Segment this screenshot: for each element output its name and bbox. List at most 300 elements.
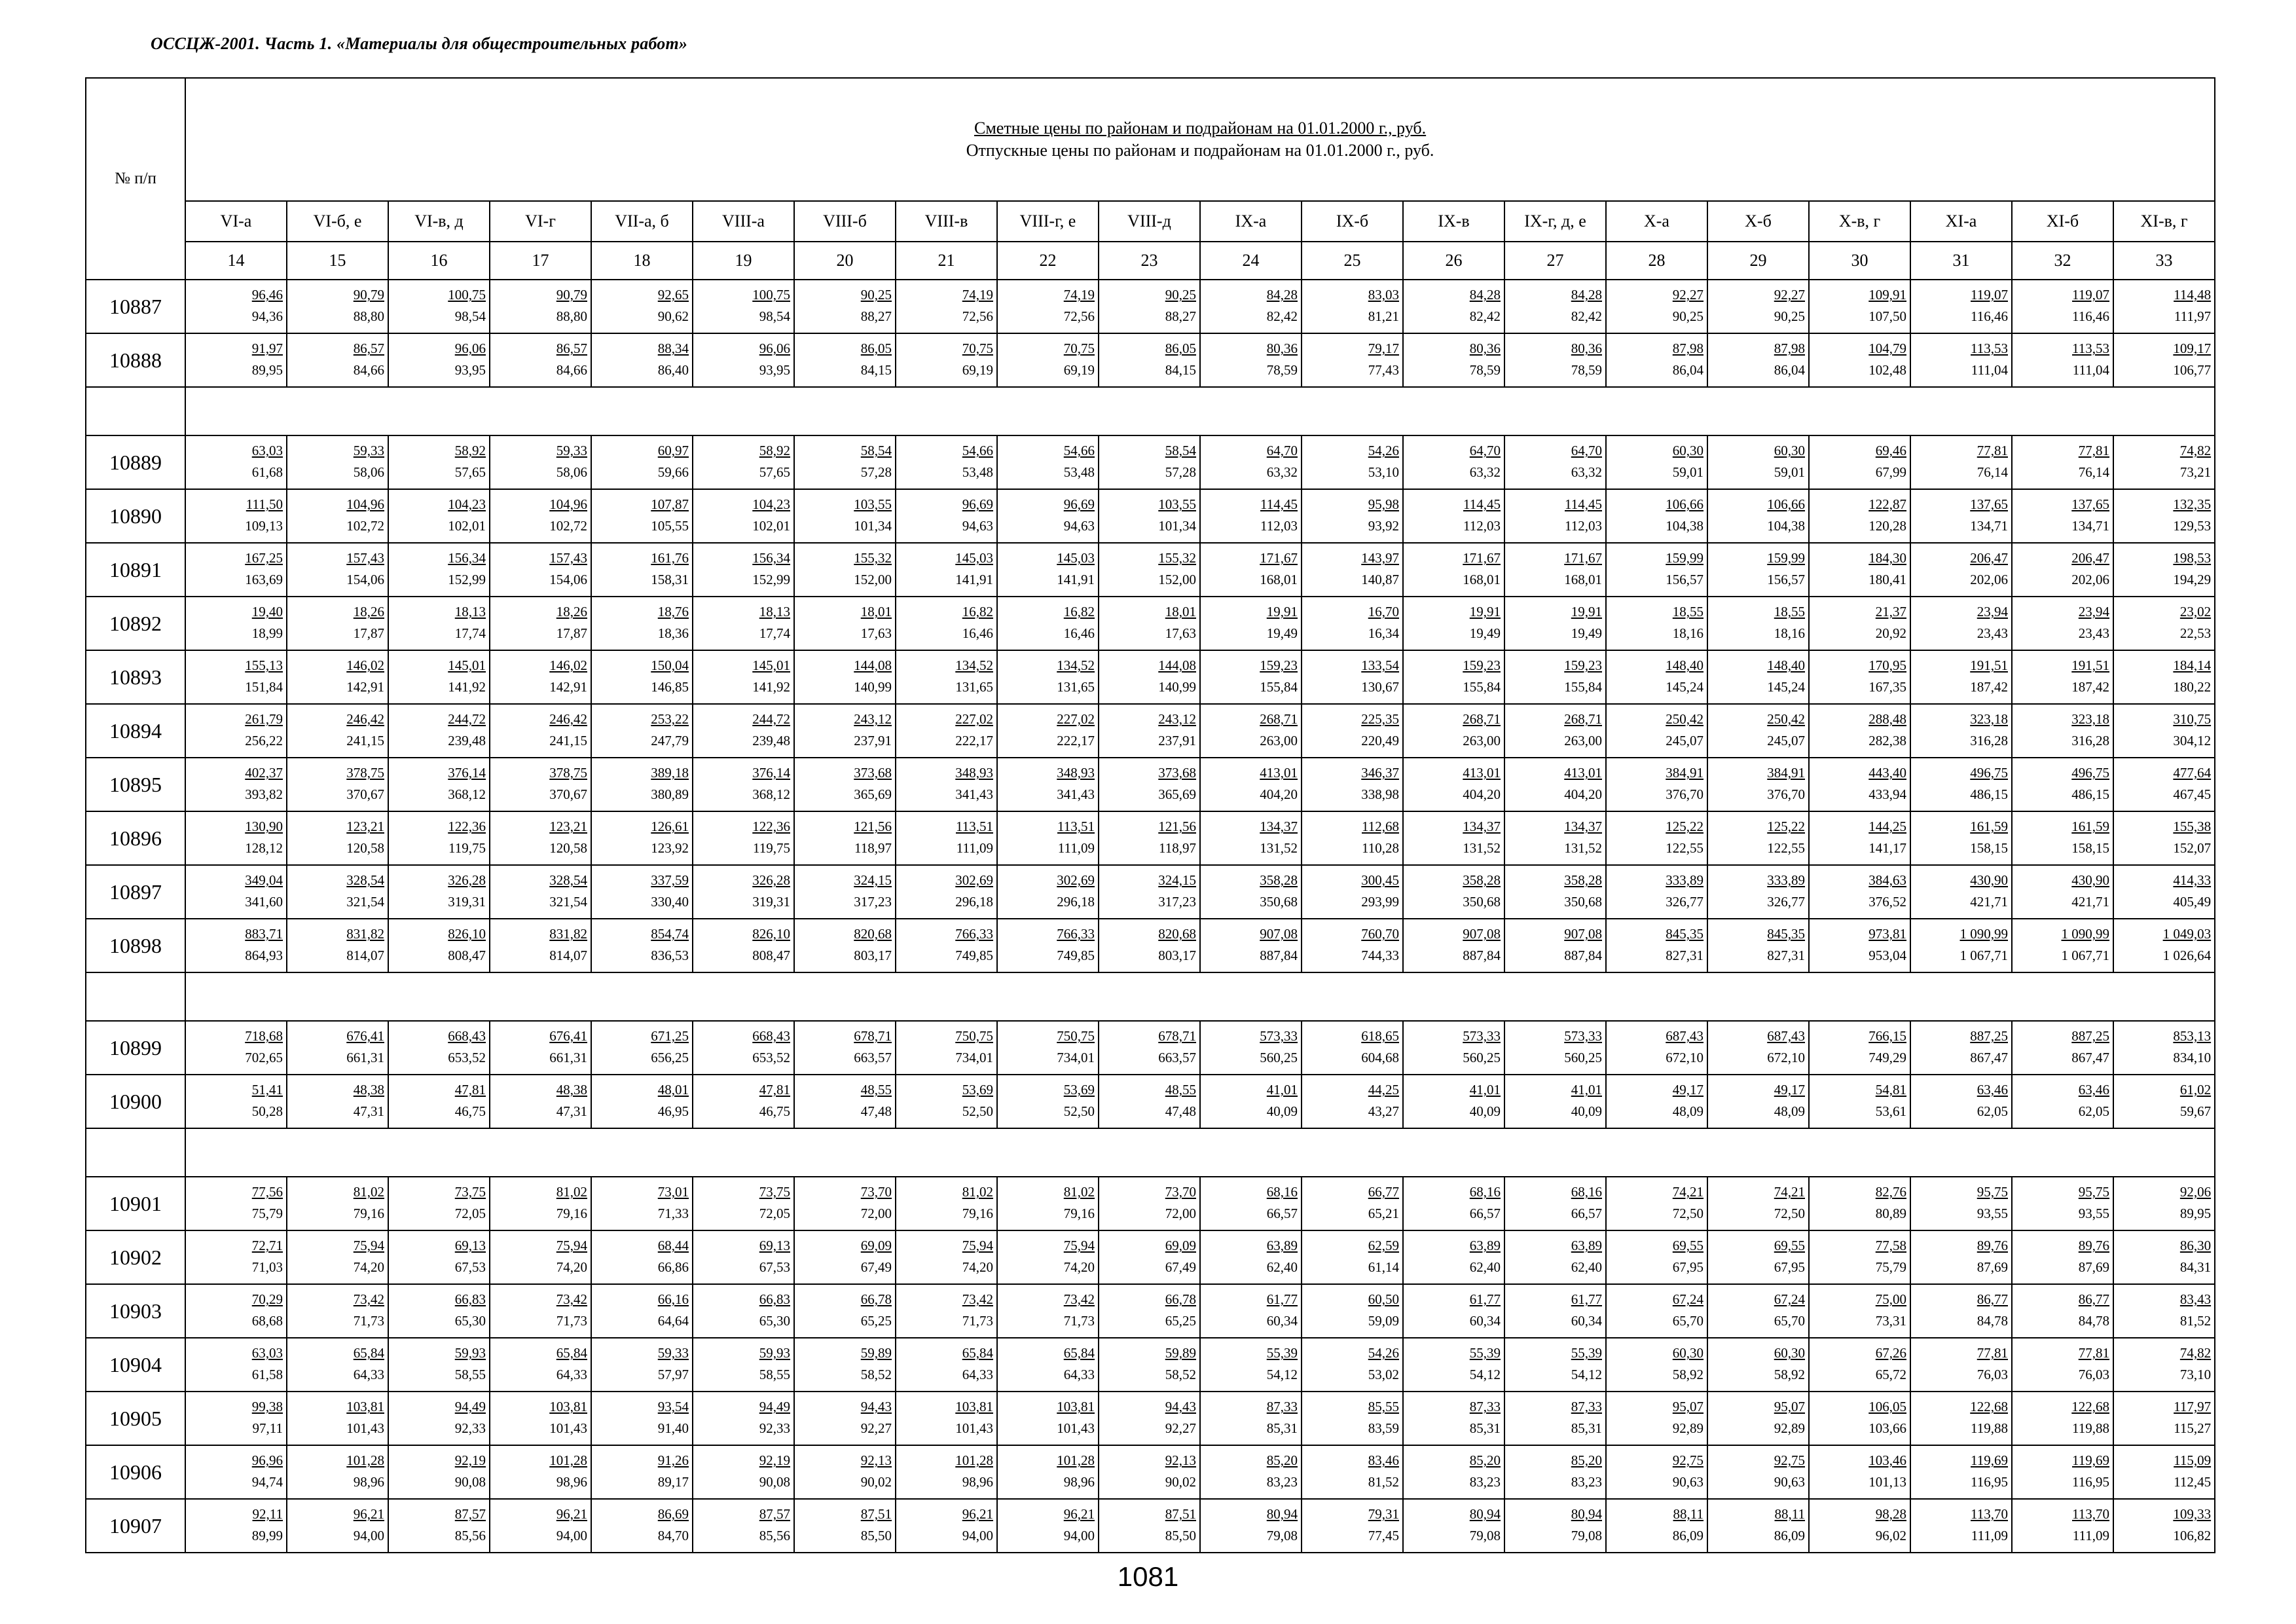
release-price: 102,01 <box>448 518 486 534</box>
price-cell <box>185 1392 287 1445</box>
estimated-price: 59,93 <box>454 1345 486 1361</box>
estimated-price: 86,69 <box>657 1506 689 1522</box>
estimated-price: 831,82 <box>346 926 384 942</box>
release-price: 102,48 <box>1868 362 1906 378</box>
estimated-price: 323,18 <box>2071 711 2109 727</box>
price-cell <box>1403 1284 1504 1338</box>
price-cell <box>794 543 896 597</box>
estimated-price: 90,25 <box>860 287 892 303</box>
price-cell <box>1606 435 1707 489</box>
release-price: 155,84 <box>1260 679 1298 695</box>
release-price: 330,40 <box>651 894 689 910</box>
release-price: 59,01 <box>1774 464 1805 480</box>
release-price: 187,42 <box>2071 679 2109 695</box>
release-price: 71,03 <box>251 1259 283 1275</box>
release-price: 134,71 <box>1970 518 2008 534</box>
release-price: 115,27 <box>2174 1420 2212 1436</box>
release-price: 368,12 <box>752 786 790 802</box>
release-price: 119,88 <box>2072 1420 2109 1436</box>
price-cell <box>1606 704 1707 758</box>
estimated-price: 75,94 <box>962 1238 993 1253</box>
price-cell <box>997 704 1099 758</box>
price-cell <box>1200 650 1302 704</box>
release-price: 405,49 <box>2173 894 2212 910</box>
estimated-price: 89,76 <box>2078 1238 2109 1253</box>
price-cell <box>2012 1075 2113 1128</box>
release-price: 83,23 <box>1469 1474 1501 1490</box>
region-header-row <box>86 201 2215 242</box>
estimated-price: 671,25 <box>651 1028 689 1044</box>
price-cell <box>1707 1075 1809 1128</box>
price-cell <box>1707 1177 1809 1230</box>
estimated-price: 87,57 <box>454 1506 486 1522</box>
estimated-price: 88,34 <box>657 341 689 356</box>
release-price: 241,15 <box>346 733 384 748</box>
release-price: 116,46 <box>1971 308 2008 324</box>
price-cell <box>1504 758 1606 811</box>
release-price: 59,66 <box>657 464 689 480</box>
estimated-price: 65,84 <box>556 1345 587 1361</box>
estimated-price: 750,75 <box>955 1028 993 1044</box>
estimated-price: 77,81 <box>1977 443 2008 458</box>
price-cell <box>1606 650 1707 704</box>
estimated-price: 41,01 <box>1266 1082 1298 1098</box>
price-cell <box>490 333 591 387</box>
price-cell <box>1809 1445 1910 1499</box>
price-cell <box>2012 435 2113 489</box>
column-number: 29 <box>1707 242 1809 280</box>
region-header: VI-б, е <box>287 201 388 242</box>
region-header: X-б <box>1707 201 1809 242</box>
estimated-price: 79,31 <box>1368 1506 1399 1522</box>
release-price: 749,29 <box>1868 1050 1906 1065</box>
price-cell <box>693 1445 794 1499</box>
release-price: 111,04 <box>2072 362 2109 378</box>
estimated-price: 106,05 <box>1868 1399 1906 1414</box>
estimated-price: 63,03 <box>251 1345 283 1361</box>
price-cell <box>1606 1499 1707 1553</box>
price-cell <box>693 704 794 758</box>
price-cell <box>591 811 693 865</box>
release-price: 98,96 <box>1063 1474 1095 1490</box>
price-cell <box>591 919 693 972</box>
estimated-price: 96,21 <box>353 1506 384 1522</box>
estimated-price: 69,13 <box>759 1238 790 1253</box>
release-price: 102,72 <box>346 518 384 534</box>
estimated-price: 67,24 <box>1774 1291 1805 1307</box>
price-cell <box>1504 1392 1606 1445</box>
estimated-price: 73,75 <box>759 1184 790 1200</box>
price-cell <box>1910 704 2012 758</box>
price-cell <box>1200 1499 1302 1553</box>
estimated-price: 82,76 <box>1875 1184 1906 1200</box>
table-row <box>86 1338 2215 1392</box>
column-number: 22 <box>997 242 1099 280</box>
release-price: 661,31 <box>346 1050 384 1065</box>
estimated-price: 96,69 <box>1063 496 1095 512</box>
release-price: 116,95 <box>1971 1474 2008 1490</box>
price-cell <box>2113 1021 2215 1075</box>
row-id: 10900 <box>86 1075 185 1128</box>
price-cell <box>997 811 1099 865</box>
price-cell <box>388 865 490 919</box>
release-price: 48,09 <box>1774 1103 1805 1119</box>
release-price: 64,33 <box>1063 1367 1095 1382</box>
release-price: 380,89 <box>651 786 689 802</box>
estimated-price: 854,74 <box>651 926 689 942</box>
estimated-price: 73,70 <box>1165 1184 1196 1200</box>
price-cell <box>2012 1177 2113 1230</box>
price-cell <box>896 1284 997 1338</box>
estimated-price: 161,59 <box>2071 819 2109 834</box>
release-price: 65,70 <box>1672 1313 1704 1329</box>
estimated-price: 66,77 <box>1368 1184 1399 1200</box>
estimated-price: 83,03 <box>1368 287 1399 303</box>
price-cell <box>1606 865 1707 919</box>
release-price: 71,33 <box>657 1206 689 1221</box>
estimated-price: 70,75 <box>962 341 993 356</box>
release-prices-caption: Отпускные цены по районам и подрайонам на 01.01.2000 г., руб. <box>966 141 1434 160</box>
release-price: 17,87 <box>556 625 587 641</box>
row-id: 10895 <box>86 758 185 811</box>
price-cell <box>1504 1230 1606 1284</box>
row-id: 10905 <box>86 1392 185 1445</box>
estimated-price: 73,42 <box>1063 1291 1095 1307</box>
price-cell <box>1606 1338 1707 1392</box>
estimated-price: 69,46 <box>1875 443 1906 458</box>
estimated-price: 44,25 <box>1368 1082 1399 1098</box>
column-number: 27 <box>1504 242 1606 280</box>
price-cell <box>2012 704 2113 758</box>
estimated-price: 85,55 <box>1368 1399 1399 1414</box>
release-price: 53,48 <box>962 464 993 480</box>
estimated-price: 358,28 <box>1463 872 1501 888</box>
price-cell <box>1403 865 1504 919</box>
region-header: VIII-в <box>896 201 997 242</box>
price-cell <box>1099 811 1200 865</box>
price-cell <box>2012 1230 2113 1284</box>
release-price: 296,18 <box>955 894 993 910</box>
release-price: 83,59 <box>1368 1420 1399 1436</box>
release-price: 17,74 <box>454 625 486 641</box>
release-price: 154,06 <box>346 572 384 587</box>
release-price: 245,07 <box>1666 733 1704 748</box>
price-cell <box>388 280 490 333</box>
release-price: 75,79 <box>251 1206 283 1221</box>
release-price: 64,33 <box>353 1367 384 1382</box>
release-price: 72,50 <box>1774 1206 1805 1221</box>
release-price: 19,49 <box>1266 625 1298 641</box>
price-cell <box>1910 1445 2012 1499</box>
estimated-price: 358,28 <box>1260 872 1298 888</box>
estimated-price: 346,37 <box>1361 765 1399 781</box>
release-price: 154,06 <box>549 572 587 587</box>
price-cell <box>693 597 794 650</box>
release-price: 245,07 <box>1767 733 1805 748</box>
estimated-price: 77,56 <box>251 1184 283 1200</box>
price-cell <box>1707 1230 1809 1284</box>
release-price: 421,71 <box>2071 894 2109 910</box>
estimated-price: 94,43 <box>1165 1399 1196 1414</box>
estimated-price: 157,43 <box>346 550 384 566</box>
estimated-price: 676,41 <box>346 1028 384 1044</box>
price-cell <box>1809 865 1910 919</box>
estimated-price: 378,75 <box>346 765 384 781</box>
release-price: 69,19 <box>1063 362 1095 378</box>
price-cell <box>794 1021 896 1075</box>
estimated-price: 72,71 <box>251 1238 283 1253</box>
release-price: 131,52 <box>1260 840 1298 856</box>
release-price: 107,50 <box>1868 308 1906 324</box>
estimated-price: 16,70 <box>1368 604 1399 619</box>
price-cell <box>1606 1177 1707 1230</box>
release-price: 65,21 <box>1368 1206 1399 1221</box>
release-price: 94,00 <box>556 1528 587 1543</box>
release-price: 101,34 <box>1158 518 1196 534</box>
release-price: 87,69 <box>2078 1259 2109 1275</box>
estimated-price: 86,77 <box>1977 1291 2008 1307</box>
price-cell <box>287 597 388 650</box>
estimated-price: 95,75 <box>2078 1184 2109 1200</box>
estimated-price: 64,70 <box>1469 443 1501 458</box>
price-cell <box>1707 1499 1809 1553</box>
release-price: 256,22 <box>245 733 283 748</box>
row-id: 10906 <box>86 1445 185 1499</box>
price-cell <box>287 1284 388 1338</box>
release-price: 59,67 <box>2179 1103 2212 1119</box>
price-cell <box>1707 1338 1809 1392</box>
price-cell <box>287 704 388 758</box>
estimated-price: 92,13 <box>1165 1452 1196 1468</box>
release-price: 58,06 <box>353 464 384 480</box>
price-cell <box>997 543 1099 597</box>
region-header: XI-а <box>1910 201 2012 242</box>
estimated-price: 302,69 <box>1057 872 1095 888</box>
price-cell <box>388 543 490 597</box>
price-cell <box>287 1230 388 1284</box>
estimated-price: 60,50 <box>1368 1291 1399 1307</box>
price-cell <box>185 543 287 597</box>
table-row <box>86 1284 2215 1338</box>
estimated-price: 63,89 <box>1571 1238 1602 1253</box>
estimated-price: 92,27 <box>1774 287 1805 303</box>
release-price: 89,95 <box>251 362 283 378</box>
release-price: 1 067,71 <box>2061 948 2109 963</box>
estimated-price: 430,90 <box>1970 872 2008 888</box>
price-cell <box>997 597 1099 650</box>
release-price: 94,63 <box>962 518 993 534</box>
estimated-price: 107,87 <box>651 496 689 512</box>
estimated-price: 103,81 <box>1057 1399 1095 1414</box>
estimated-price: 678,71 <box>1158 1028 1196 1044</box>
release-price: 370,67 <box>549 786 587 802</box>
estimated-price: 760,70 <box>1361 926 1399 942</box>
release-price: 94,74 <box>251 1474 283 1490</box>
price-cell <box>1302 865 1403 919</box>
estimated-price: 907,08 <box>1463 926 1501 942</box>
release-price: 101,43 <box>346 1420 384 1436</box>
estimated-price: 61,02 <box>2179 1082 2212 1098</box>
estimated-price: 96,96 <box>251 1452 283 1468</box>
estimated-price: 69,09 <box>860 1238 892 1253</box>
price-cell <box>591 489 693 543</box>
estimated-price: 145,01 <box>448 657 486 673</box>
release-price: 74,20 <box>1063 1259 1095 1275</box>
release-price: 239,48 <box>752 733 790 748</box>
region-header: XI-б <box>2012 201 2113 242</box>
release-price: 91,40 <box>657 1420 689 1436</box>
price-cell <box>1504 489 1606 543</box>
release-price: 18,36 <box>657 625 689 641</box>
release-price: 187,42 <box>1970 679 2008 695</box>
estimated-price: 826,10 <box>448 926 486 942</box>
release-price: 98,54 <box>759 308 790 324</box>
release-price: 263,00 <box>1260 733 1298 748</box>
price-cell <box>1403 1021 1504 1075</box>
price-cell <box>1707 333 1809 387</box>
release-price: 350,68 <box>1260 894 1298 910</box>
price-cell <box>693 650 794 704</box>
price-cell <box>997 1445 1099 1499</box>
release-price: 734,01 <box>1057 1050 1095 1065</box>
estimated-price: 348,93 <box>955 765 993 781</box>
release-price: 111,09 <box>2072 1528 2109 1543</box>
release-price: 376,70 <box>1666 786 1704 802</box>
estimated-price: 90,79 <box>556 287 587 303</box>
section-spacer-row <box>86 387 2215 435</box>
release-price: 53,10 <box>1368 464 1399 480</box>
price-cell <box>1200 1021 1302 1075</box>
table-row <box>86 597 2215 650</box>
price-cell <box>2012 1499 2113 1553</box>
estimated-price: 1 090,99 <box>2061 926 2109 942</box>
release-price: 129,53 <box>2173 518 2212 534</box>
estimated-price: 184,30 <box>1868 550 1906 566</box>
release-price: 393,82 <box>245 786 283 802</box>
release-price: 350,68 <box>1564 894 1602 910</box>
release-price: 85,31 <box>1469 1420 1501 1436</box>
estimated-price: 125,22 <box>1767 819 1805 834</box>
estimated-price: 687,43 <box>1767 1028 1805 1044</box>
region-header: VIII-а <box>693 201 794 242</box>
estimated-price: 373,68 <box>854 765 892 781</box>
release-price: 167,35 <box>1868 679 1906 695</box>
price-cell <box>1606 543 1707 597</box>
price-cell <box>997 1021 1099 1075</box>
estimated-price: 54,26 <box>1368 1345 1399 1361</box>
price-cell <box>693 435 794 489</box>
estimated-price: 132,35 <box>2173 496 2212 512</box>
region-header: VIII-д <box>1099 201 1200 242</box>
release-price: 85,31 <box>1571 1420 1602 1436</box>
estimated-price: 119,07 <box>2072 287 2109 303</box>
release-price: 93,55 <box>1977 1206 2008 1221</box>
release-price: 59,01 <box>1672 464 1704 480</box>
release-price: 65,70 <box>1774 1313 1805 1329</box>
price-cell <box>388 650 490 704</box>
release-price: 560,25 <box>1463 1050 1501 1065</box>
estimated-price: 62,59 <box>1368 1238 1399 1253</box>
release-price: 140,87 <box>1361 572 1399 587</box>
estimated-price: 148,40 <box>1666 657 1704 673</box>
release-price: 16,46 <box>962 625 993 641</box>
price-cell <box>1099 758 1200 811</box>
price-cell <box>794 704 896 758</box>
release-price: 67,95 <box>1774 1259 1805 1275</box>
estimated-price: 75,94 <box>556 1238 587 1253</box>
estimated-price: 300,45 <box>1361 872 1399 888</box>
estimated-price: 134,37 <box>1260 819 1298 834</box>
price-cell <box>185 1284 287 1338</box>
price-cell <box>1302 1230 1403 1284</box>
price-cell <box>896 650 997 704</box>
price-cell <box>794 489 896 543</box>
release-price: 47,48 <box>1165 1103 1196 1119</box>
price-cell <box>896 811 997 865</box>
column-number: 19 <box>693 242 794 280</box>
price-cell <box>1504 1338 1606 1392</box>
estimated-price: 64,70 <box>1571 443 1602 458</box>
release-price: 101,34 <box>854 518 892 534</box>
price-cell <box>1200 758 1302 811</box>
price-cell <box>287 1499 388 1553</box>
price-cell <box>1302 333 1403 387</box>
price-cell <box>1606 758 1707 811</box>
release-price: 131,65 <box>1057 679 1095 695</box>
estimated-price: 92,19 <box>454 1452 486 1468</box>
estimated-price: 126,61 <box>651 819 689 834</box>
price-cell <box>1504 1177 1606 1230</box>
estimated-price: 83,46 <box>1368 1452 1399 1468</box>
price-cell <box>1099 1392 1200 1445</box>
release-price: 827,31 <box>1767 948 1805 963</box>
price-cell <box>1099 280 1200 333</box>
estimated-price: 117,97 <box>2174 1399 2212 1414</box>
estimated-price: 310,75 <box>2173 711 2212 727</box>
release-price: 120,58 <box>346 840 384 856</box>
price-cell <box>1302 1284 1403 1338</box>
price-cell <box>794 650 896 704</box>
price-cell <box>693 758 794 811</box>
release-price: 88,80 <box>556 308 587 324</box>
spacer-cell <box>86 1128 185 1177</box>
price-cell <box>1200 280 1302 333</box>
column-number: 26 <box>1403 242 1504 280</box>
estimated-price: 134,37 <box>1564 819 1602 834</box>
price-cell <box>794 1230 896 1284</box>
release-price: 73,10 <box>2179 1367 2212 1382</box>
price-cell <box>1809 650 1910 704</box>
price-cell <box>2113 333 2215 387</box>
estimated-price: 55,39 <box>1571 1345 1602 1361</box>
release-price: 1 026,64 <box>2162 948 2212 963</box>
release-price: 65,25 <box>1165 1313 1196 1329</box>
price-cell <box>2113 1392 2215 1445</box>
price-cell <box>1403 543 1504 597</box>
price-cell <box>997 1230 1099 1284</box>
release-price: 263,00 <box>1564 733 1602 748</box>
release-price: 134,71 <box>2071 518 2109 534</box>
price-cell <box>388 1284 490 1338</box>
release-price: 672,10 <box>1666 1050 1704 1065</box>
price-cell <box>1809 919 1910 972</box>
release-price: 112,03 <box>1260 518 1298 534</box>
estimated-price: 66,16 <box>657 1291 689 1307</box>
estimated-price: 122,36 <box>752 819 790 834</box>
table-row <box>86 1021 2215 1075</box>
price-cell <box>2012 811 2113 865</box>
price-cell <box>2012 1021 2113 1075</box>
